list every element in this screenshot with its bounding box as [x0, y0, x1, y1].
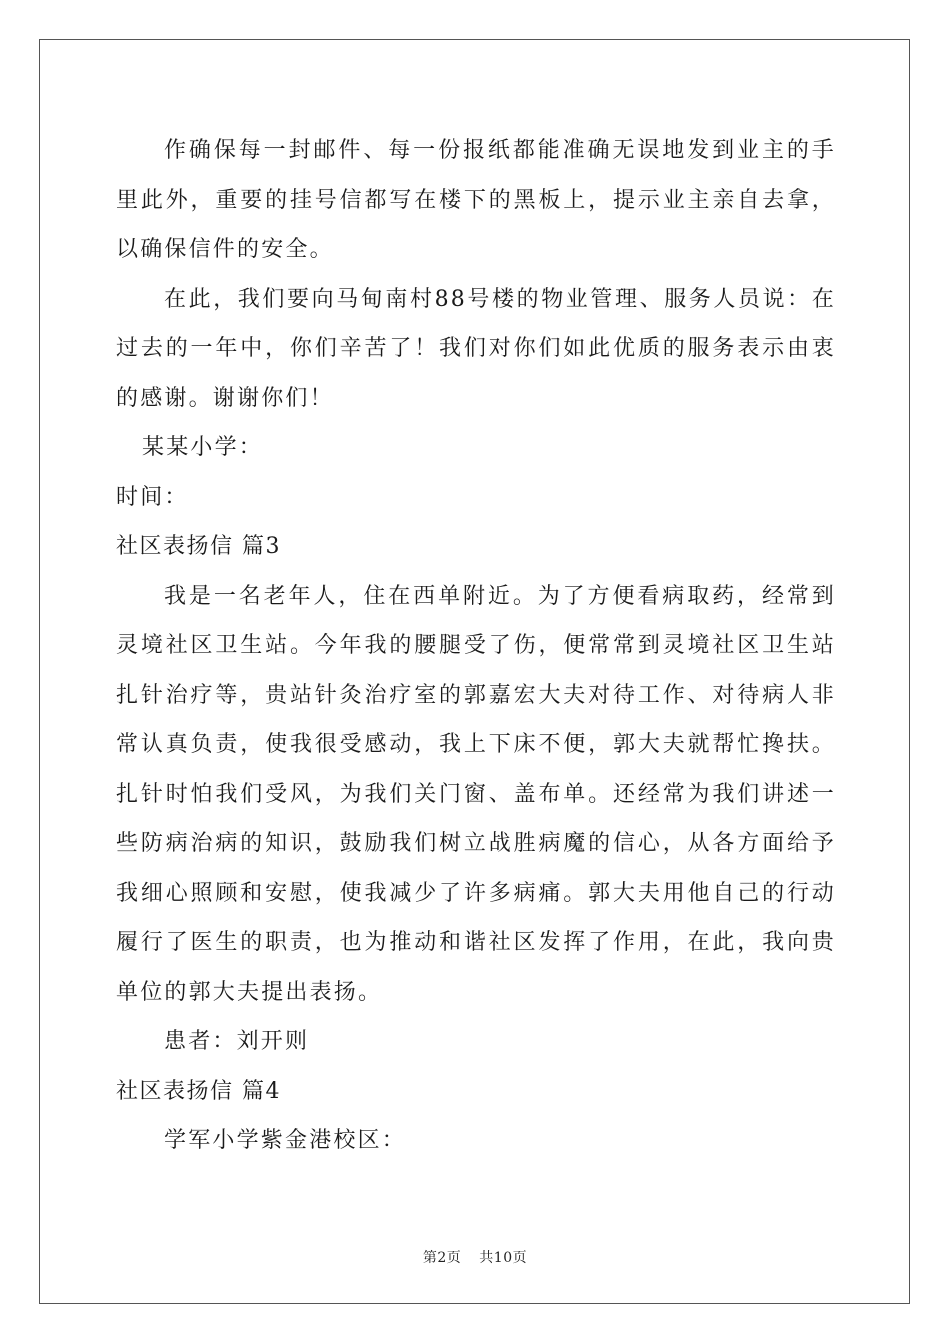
page-footer [0, 1247, 950, 1267]
page-total: 共10页 [479, 1250, 528, 1266]
document-body [116, 126, 836, 1166]
paragraph-letter-4-salutation: 学军小学紫金港校区： [164, 1128, 407, 1153]
paragraph-mail-service: 作确保每一封邮件、每一份报纸都能准确无误地发到业主的手里此外，重要的挂号信都写在楼下的黑板上，提示业主亲自去拿，以确保信件的安全。 [116, 138, 836, 262]
paragraph-letter-3: 我是一名老年人，住在西单附近。为了方便看病取药，经常到灵境社区卫生站。今年我的腰腿受了伤，便常常到灵境社区卫生站扎针治疗等，贵站针灸治疗室的郭嘉宏大夫对待工作、对待病人非常认真负责，使我很受感动，我上下床不便，郭大夫就帮忙搀扶。扎针时怕我们受风，为我们关门窗、盖布单。还经常为我们讲述一些防病治病的知识，鼓励我们树立战胜病魔的信心，从各方面给予我细心照顾和安慰，使我减少了许多病痛。郭大夫用他自己的行动履行了医生的职责，也为推动和谐社区发挥了作用，在此，我向贵单位的郭大夫提出表扬。 [116, 583, 836, 1005]
paragraph-thanks: 在此，我们要向马甸南村88号楼的物业管理、服务人员说：在过去的一年中，你们辛苦了！我们对你们如此优质的服务表示由衷的感谢。谢谢你们！ [116, 286, 836, 411]
page-number: 第2页 [422, 1250, 462, 1266]
signature-patient: 患者：刘开则 [164, 1029, 310, 1054]
signature-school: 某某小学： [142, 435, 264, 460]
signature-time: 时间： [116, 484, 189, 510]
section-heading-3: 社区表扬信 篇3 [116, 534, 281, 559]
section-heading-4: 社区表扬信 篇4 [116, 1078, 281, 1104]
